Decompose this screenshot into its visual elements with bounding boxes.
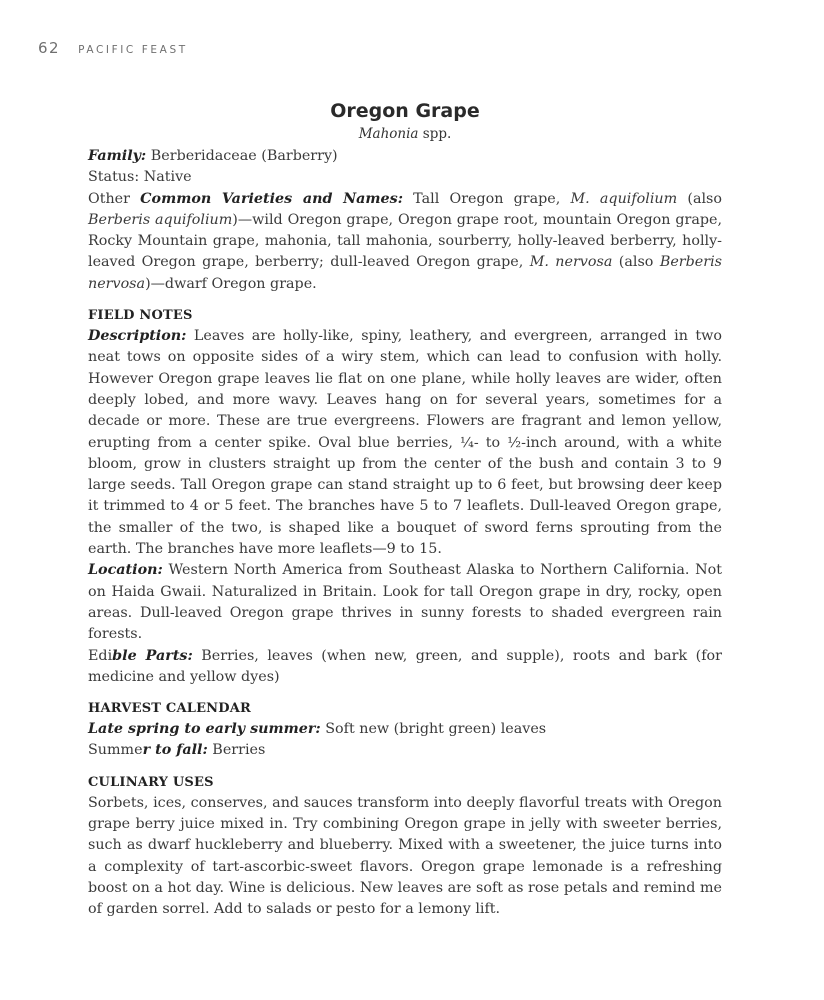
species-berberis-aquifolium: Berberis aquifolium — [88, 211, 233, 228]
page-content — [88, 98, 722, 921]
running-head — [38, 39, 188, 57]
harvest-calendar-heading: HARVEST CALENDAR — [88, 701, 252, 717]
culinary-uses-heading: CULINARY USES — [88, 774, 214, 790]
harvest-leaves-text: Soft new (bright green) leaves — [320, 721, 547, 738]
entry-latin-name — [88, 124, 722, 144]
status-line: Status: Native — [88, 169, 192, 186]
description-label: Description: — [88, 328, 187, 345]
edible-parts-text: Berries, leaves (when new, green, and supple), roots and bark (for medicine and yellow dyes) — [88, 647, 722, 685]
common-names-text-1: Tall Oregon grape, — [402, 190, 571, 207]
species-aquifolium: M. aquifolium — [570, 190, 678, 207]
other-prefix: Other — [88, 190, 141, 207]
location-paragraph — [88, 560, 722, 645]
common-names-label: Common Varieties and Names: — [140, 190, 403, 207]
species-berberis-nervosa: Berberis nervosa — [88, 254, 722, 292]
latin-suffix: spp. — [418, 126, 452, 142]
edible-plain: Edi — [88, 647, 113, 664]
harvest-leaves-label: Late spring to early summer: — [88, 721, 321, 738]
description-paragraph — [88, 326, 722, 560]
field-notes-heading: FIELD NOTES — [88, 308, 193, 324]
harvest-item-leaves — [88, 719, 722, 740]
species-nervosa: M. nervosa — [529, 254, 613, 271]
edible-parts-paragraph — [88, 646, 722, 689]
culinary-uses-text: Sorbets, ices, conserves, and sauces transform into deeply flavorful treats with Oregon grape berry juice mixed in. Try combining Oregon grape in jelly with sweeter berries, such as dwarf huckleberry and blueberry. Mixed with a sweetener, the juice turns into a complexity of tart-ascorbic-sweet flavors. Oregon grape lemonade is a refreshing boost on a hot day. Wine is delicious. New leaves are soft as rose petals and remind me of garden sorrel. Add to salads or pesto for a lemony lift. — [88, 794, 722, 918]
family-label: Family: — [88, 148, 147, 164]
harvest-berries-text: Berries — [207, 742, 266, 759]
common-names-text-9: )—dwarf Oregon grape. — [145, 275, 317, 292]
family-line — [88, 146, 722, 167]
location-text: Western North America from Southeast Alaska to Northern California. Not on Haida Gwaii. Naturalized in Britain. Look for tall Oregon grape in dry, rocky, open areas. Dull-leaved Oregon grape thrives in sunny forests to shaded evergreen rain forests. — [88, 562, 722, 643]
location-label: Location: — [88, 562, 163, 579]
common-names-paragraph — [88, 189, 722, 295]
book-title: PACIFIC FEAST — [78, 44, 188, 56]
common-names-text-5: )—wild Oregon grape, Oregon grape root, mountain Oregon grape, Rocky Mountain grape, mahonia, tall mahonia, sourberry, holly-leaved berberry, holly-leaved Oregon grape, berberry; dull-leaved Oregon grape, — [88, 211, 722, 271]
edible-parts-label: ble Parts: — [112, 647, 193, 664]
description-text: Leaves are holly-like, spiny, leathery, and evergreen, arranged in two neat tows on opposite sides of a wiry stem, which can lead to confusion with holly. However Oregon grape leaves lie flat on one plane, while holly leaves are wider, often deeply lobed, and more wavy. Leaves hang on for several years, sometimes for a decade or more. These are true evergreens. Flowers are fragrant and lemon yellow, erupting from a center spike. Oval blue berries, ¼- to ½-inch around, with a white bloom, grow in clusters straight up from the center of the bush and contain 3 to 9 large seeds. Tall Oregon grape can stand straight up to 6 feet, but browsing deer keep it trimmed to 4 or 5 feet. The branches have 5 to 7 leaflets. Dull-leaved Oregon grape, the smaller of the two, is shaped like a bouquet of sword ferns sprouting from the earth. The branches have more leaflets—9 to 15. — [88, 328, 722, 558]
common-names-text-3: (also — [677, 190, 722, 207]
harvest-item-berries — [88, 740, 722, 761]
family-value: Berberidaceae (Barberry) — [146, 148, 338, 164]
common-names-text-7: (also — [612, 254, 660, 271]
harvest-berries-label: r to fall: — [142, 742, 208, 759]
latin-genus: Mahonia — [358, 126, 419, 142]
entry-title: Oregon Grape — [330, 100, 480, 122]
harvest-berries-plain: Summe — [88, 742, 143, 759]
page-number: 62 — [38, 39, 61, 57]
